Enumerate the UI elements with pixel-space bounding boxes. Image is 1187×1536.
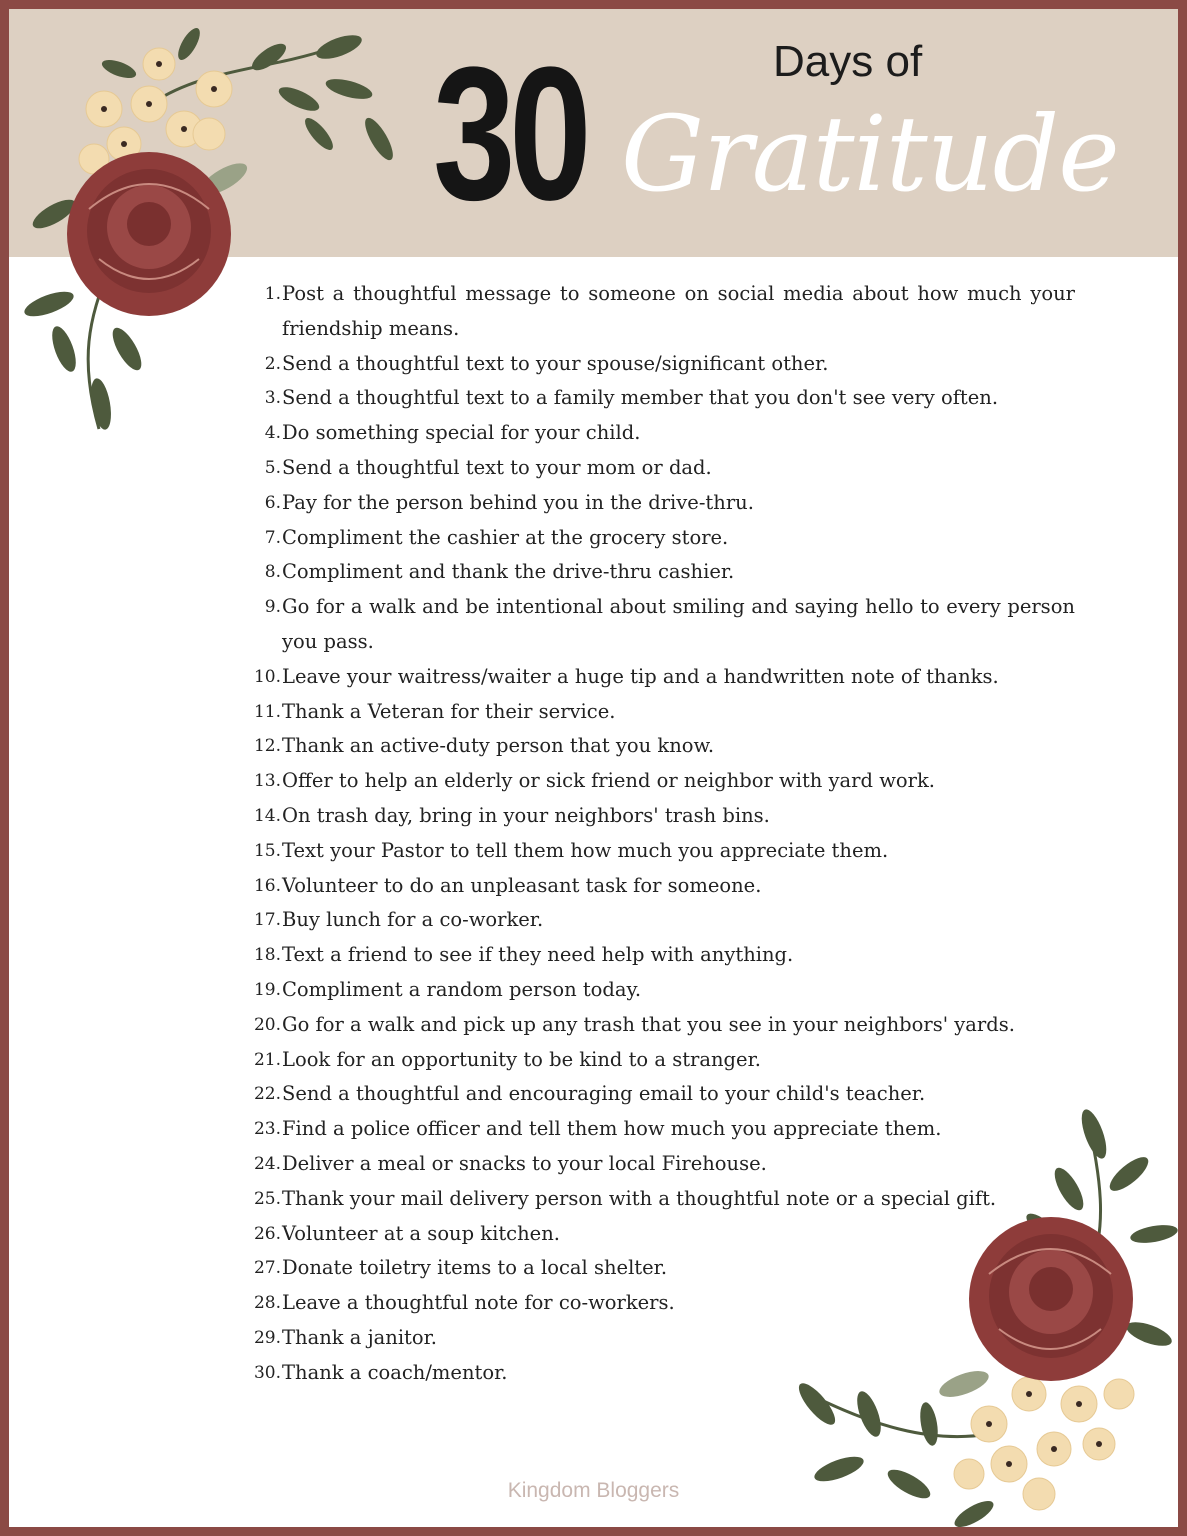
item-number: 25.	[253, 1188, 281, 1209]
item-text: Thank a janitor.	[282, 1325, 438, 1349]
item-number: 30.	[253, 1362, 281, 1383]
list-item	[239, 1043, 1075, 1078]
item-number: 6.	[264, 492, 281, 513]
list-item	[239, 381, 1075, 416]
list-item	[239, 973, 1075, 1008]
item-text: Do something special for your child.	[282, 421, 641, 445]
item-number: 26.	[253, 1223, 281, 1244]
item-number: 18.	[253, 945, 281, 966]
list-item	[239, 764, 1075, 799]
list-item	[239, 1008, 1075, 1043]
item-number: 11.	[253, 701, 281, 722]
list-item	[239, 416, 1075, 451]
title-days-of: Days of	[773, 37, 923, 86]
item-number: 20.	[253, 1014, 281, 1035]
item-text: Text your Pastor to tell them how much you appreciate them.	[282, 838, 889, 862]
item-text: Donate toiletry items to a local shelter.	[282, 1256, 668, 1280]
list-item	[239, 347, 1075, 382]
footer-credit: Kingdom Bloggers	[507, 1479, 680, 1502]
printable-page	[9, 9, 1178, 1527]
item-number: 13.	[253, 771, 281, 792]
item-text: Deliver a meal or snacks to your local Firehouse.	[282, 1151, 767, 1175]
list-item	[239, 938, 1075, 973]
item-text: Post a thoughtful message to someone on social media about how much your friendship means.	[282, 282, 1075, 340]
list-item	[239, 729, 1075, 764]
item-number: 1.	[264, 284, 281, 304]
list-item	[239, 521, 1075, 556]
item-number: 7.	[264, 527, 281, 548]
item-text: Leave your waitress/waiter a huge tip and a handwritten note of thanks.	[282, 664, 999, 688]
item-text: Thank a Veteran for their service.	[282, 699, 616, 723]
item-text: Pay for the person behind you in the drive-thru.	[282, 490, 754, 514]
list-item	[239, 869, 1075, 904]
item-text: Compliment a random person today.	[282, 977, 642, 1001]
item-text: Find a police officer and tell them how much you appreciate them.	[282, 1117, 942, 1141]
list-item	[239, 799, 1075, 834]
item-text: Thank a coach/mentor.	[282, 1360, 508, 1384]
item-text: Send a thoughtful text to a family member that you don't see very often.	[282, 386, 999, 410]
item-text: Volunteer at a soup kitchen.	[282, 1221, 560, 1245]
title-gratitude: Gratitude	[621, 93, 1119, 215]
item-text: Offer to help an elderly or sick friend or neighbor with yard work.	[282, 769, 935, 793]
item-number: 21.	[253, 1049, 281, 1070]
list-item	[239, 277, 1075, 347]
item-text: Go for a walk and pick up any trash that you see in your neighbors' yards.	[282, 1012, 1015, 1036]
item-text: Compliment and thank the drive-thru cashier.	[282, 560, 735, 584]
list-item	[239, 486, 1075, 521]
item-text: Leave a thoughtful note for co-workers.	[282, 1291, 675, 1315]
item-text: Send a thoughtful text to your spouse/significant other.	[282, 351, 829, 375]
item-number: 27.	[253, 1258, 281, 1279]
item-text: Compliment the cashier at the grocery store.	[282, 525, 729, 549]
item-number: 4.	[264, 423, 281, 444]
item-text: Thank your mail delivery person with a thoughtful note or a special gift.	[282, 1186, 997, 1210]
item-text: Buy lunch for a co-worker.	[282, 908, 544, 932]
floral-bottom-right-icon	[789, 1104, 1178, 1527]
item-number: 24.	[253, 1153, 281, 1174]
item-number: 19.	[253, 979, 281, 1000]
item-text: Text a friend to see if they need help with anything.	[282, 943, 794, 967]
title-number: 30	[433, 28, 586, 240]
item-text: Look for an opportunity to be kind to a stranger.	[282, 1047, 761, 1071]
item-number: 12.	[253, 736, 281, 757]
item-number: 23.	[253, 1119, 281, 1140]
item-number: 29.	[253, 1327, 281, 1348]
item-text: Go for a walk and be intentional about smiling and saying hello to every person you pass.	[282, 595, 1075, 653]
item-number: 9.	[264, 597, 281, 618]
item-number: 28.	[253, 1293, 281, 1314]
item-text: Thank an active-duty person that you know.	[282, 734, 715, 758]
item-number: 8.	[264, 562, 281, 583]
item-text: Send a thoughtful and encouraging email to your child's teacher.	[282, 1082, 926, 1106]
item-number: 5.	[264, 457, 281, 478]
item-number: 2.	[264, 353, 281, 374]
item-text: On trash day, bring in your neighbors' trash bins.	[282, 803, 770, 827]
list-item	[239, 590, 1075, 660]
list-item	[239, 834, 1075, 869]
item-number: 15.	[253, 840, 281, 861]
list-item	[239, 555, 1075, 590]
item-number: 10.	[253, 666, 281, 687]
item-number: 3.	[264, 388, 281, 409]
item-number: 14.	[253, 805, 281, 826]
item-number: 16.	[253, 875, 281, 896]
list-item	[239, 660, 1075, 695]
item-number: 22.	[253, 1084, 281, 1105]
list-item	[239, 903, 1075, 938]
item-text: Send a thoughtful text to your mom or dad.	[282, 455, 712, 479]
item-text: Volunteer to do an unpleasant task for someone.	[282, 873, 762, 897]
list-item	[239, 451, 1075, 486]
list-item	[239, 695, 1075, 730]
item-number: 17.	[253, 910, 281, 931]
